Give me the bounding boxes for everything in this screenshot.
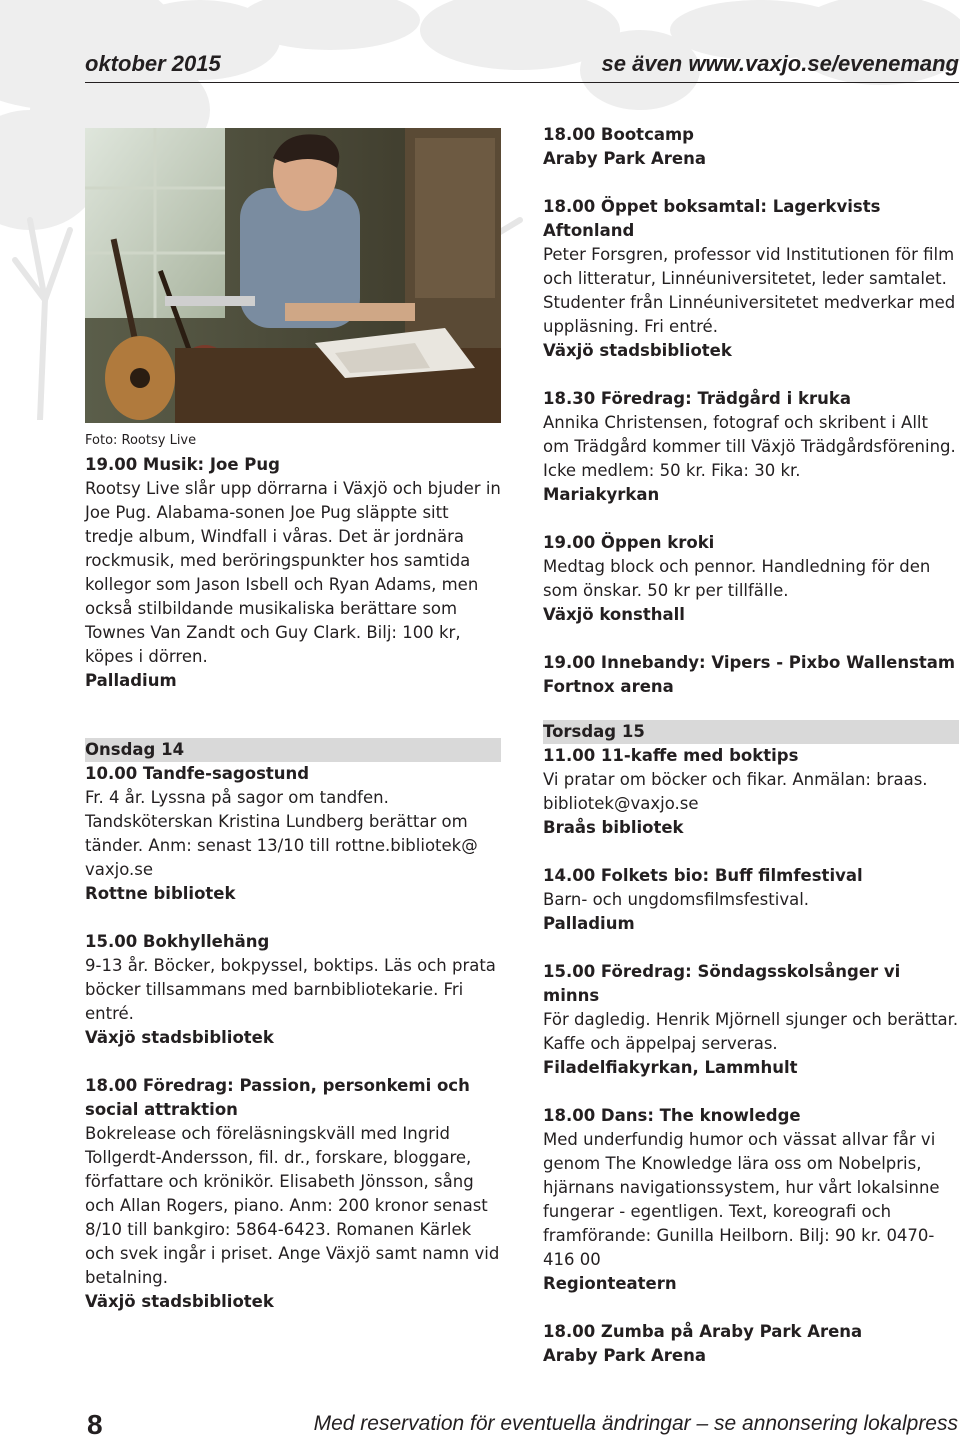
event-venue: Filadelfiakyrkan, Lammhult — [543, 1058, 798, 1077]
event-title: 15.00 Föredrag: Söndagsskolsånger vi minns — [543, 962, 901, 1005]
event-venue: Växjö stadsbibliotek — [85, 1292, 274, 1311]
page-header — [85, 46, 959, 83]
event-item — [85, 930, 501, 1050]
left-column-day — [85, 738, 501, 1314]
event-item — [543, 531, 959, 627]
event-title: 18.00 Föredrag: Passion, personkemi och social attraktion — [85, 1076, 470, 1119]
photo-caption: Foto: Rootsy Live — [85, 433, 197, 448]
event-venue: Braås bibliotek — [543, 818, 684, 837]
right-column-top — [543, 123, 959, 699]
header-website: se även www.vaxjo.se/evenemang — [601, 51, 959, 76]
event-title: 19.00 Innebandy: Vipers - Pixbo Wallenstam — [543, 653, 956, 672]
footer-note: Med reservation för eventuella ändringar – se annonsering lokalpress — [313, 1412, 958, 1435]
event-title: 18.00 Bootcamp — [543, 125, 694, 144]
event-title: 18.00 Zumba på Araby Park Arena — [543, 1322, 863, 1341]
event-title: 18.30 Föredrag: Trädgård i kruka — [543, 389, 851, 408]
event-title: 19.00 Musik: Joe Pug — [85, 455, 280, 474]
event-venue: Växjö stadsbibliotek — [85, 1028, 274, 1047]
event-item — [85, 1074, 501, 1314]
event-item — [543, 1320, 959, 1368]
event-description: Annika Christensen, fotograf och skribent i Allt om Trädgård kommer till Växjö Trädgårdsförening. Icke medlem: 50 kr. Fika: 30 kr. — [543, 413, 956, 480]
event-item — [543, 864, 959, 936]
event-title: 18.00 Dans: The knowledge — [543, 1106, 801, 1125]
event-item — [543, 651, 959, 699]
day-header: Onsdag 14 — [85, 738, 501, 762]
event-title: 15.00 Bokhyllehäng — [85, 932, 270, 951]
event-venue: Palladium — [543, 914, 635, 933]
event-description: Med underfundig humor och vässat allvar får vi genom The Knowledge lära oss om Nobelpris, hjärnans navigationssystem, hur vårt lokalsinne fungerar - egentligen. Text, koreografi och framförande: Gunilla Heilborn. Bilj: 90 kr. 0470-416 00 — [543, 1130, 940, 1269]
right-column-day — [543, 720, 959, 1368]
event-description: 9-13 år. Böcker, bokpyssel, boktips. Läs och prata böcker tillsammans med barnbibliotekarie. Fri entré. — [85, 956, 496, 1023]
event-venue: Fortnox arena — [543, 677, 674, 696]
event-item — [543, 1104, 959, 1296]
event-description: Rootsy Live slår upp dörrarna i Växjö och bjuder in Joe Pug. Alabama-sonen Joe Pug släppte sitt tredje album, Windfall i våras. Det är jordnära rockmusik, med beröringspunkter hos samtida kollegor som Jason Isbell och Ryan Adams, men också stilbildande musikaliska berättare som Townes Van Zandt och Guy Clark. Bilj: 100 kr, köpes i dörren. — [85, 479, 501, 666]
event-item — [543, 387, 959, 507]
event-venue: Växjö konsthall — [543, 605, 685, 624]
event-item — [543, 195, 959, 363]
event-item — [543, 123, 959, 171]
header-month: oktober 2015 — [85, 51, 221, 76]
event-description: Fr. 4 år. Lyssna på sagor om tandfen. Tandsköterskan Kristina Lundberg berättar om tänder. Anm: senast 13/10 till rottne.bibliotek@ vaxjo.se — [85, 788, 478, 879]
event-photo — [85, 128, 501, 423]
event-venue: Växjö stadsbibliotek — [543, 341, 732, 360]
event-title: 19.00 Öppen kroki — [543, 533, 715, 552]
event-description: Peter Forsgren, professor vid Institutionen för film och litteratur, Linnéuniversitetet, leder samtalet. Studenter från Linnéuniversitetet medverkar med uppläsning. Fri entré. — [543, 245, 956, 336]
event-venue: Regionteatern — [543, 1274, 677, 1293]
event-venue: Mariakyrkan — [543, 485, 660, 504]
event-title: 11.00 11-kaffe med boktips — [543, 746, 799, 765]
event-description: Medtag block och pennor. Handledning för den som önskar. 50 kr per tillfälle. — [543, 557, 931, 600]
event-description: För dagledig. Henrik Mjörnell sjunger och berättar. Kaffe och äppelpaj serveras. — [543, 1010, 959, 1053]
event-description: Vi pratar om böcker och fikar. Anmälan: braas. bibliotek@vaxjo.se — [543, 770, 928, 813]
event-item — [85, 453, 501, 693]
day-header: Torsdag 15 — [543, 720, 959, 744]
event-item — [543, 744, 959, 840]
event-venue: Palladium — [85, 671, 177, 690]
event-item — [85, 762, 501, 906]
event-venue: Rottne bibliotek — [85, 884, 236, 903]
event-description: Barn- och ungdomsfilmsfestival. — [543, 890, 810, 909]
event-item — [543, 960, 959, 1080]
event-title: 18.00 Öppet boksamtal: Lagerkvists Aftonland — [543, 197, 881, 240]
event-title: 14.00 Folkets bio: Buff filmfestival — [543, 866, 863, 885]
event-description: Bokrelease och föreläsningskväll med Ingrid Tollgerdt-Andersson, fil. dr., forskare, bloggare, författare och krönikör. Elisabeth Jönsson, sång och Allan Rogers, piano. Anm: 200 kronor senast 8/10 till bankgiro: 5864-6423. Romanen Kärlek och svek ingår i priset. Ange Växjö samt namn vid betalning. — [85, 1124, 500, 1287]
event-venue: Araby Park Arena — [543, 1346, 706, 1365]
left-column-top — [85, 453, 501, 693]
page-number: 8 — [87, 1409, 103, 1440]
event-title: 10.00 Tandfe-sagostund — [85, 764, 310, 783]
event-venue: Araby Park Arena — [543, 149, 706, 168]
